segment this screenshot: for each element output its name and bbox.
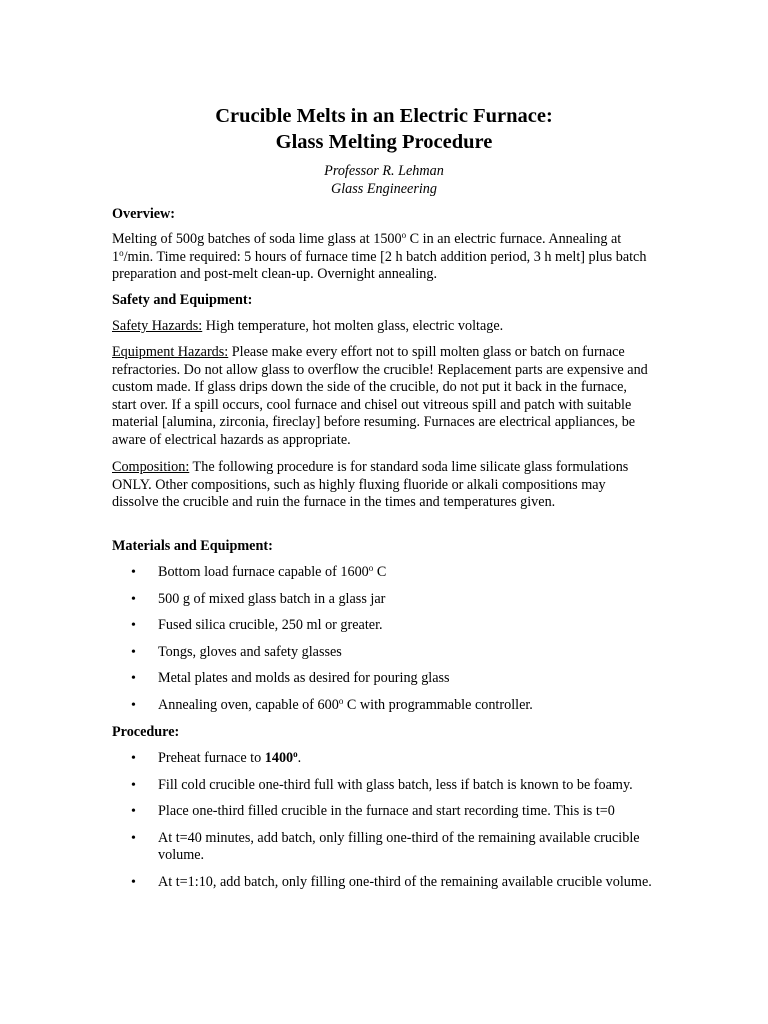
materials-item-1-degree: o [368,563,374,573]
materials-item-6-degree: o [338,695,344,706]
procedure-list [112,750,652,892]
procedure-step-5-text: At t=1:10, add batch, only filling one-third of the remaining available crucible volume. [158,873,652,890]
list-item [112,697,652,715]
composition-paragraph [112,459,652,512]
materials-item-2-text: 500 g of mixed glass batch in a glass jar [158,590,386,607]
bullet-icon: • [131,751,136,766]
bullet-icon: • [131,697,136,713]
list-item [112,803,652,821]
safety-hazards-label: Safety Hazards: [112,318,203,334]
overview-text-a: Melting of 500g batches of soda lime glass at 1500 [112,231,402,247]
bullet-icon: • [131,618,136,634]
procedure-step-4-text: At t=40 minutes, add batch, only filling one-third of the remaining available crucible volume. [158,829,640,864]
materials-item-1-text: Bottom load furnace capable of 1600 [158,564,369,580]
list-item [112,830,652,865]
procedure-step-3-text: Place one-third filled crucible in the furnace and start recording time. This is t=0 [158,803,615,820]
materials-item-1-unit: C [373,564,387,580]
document-title [112,103,656,155]
materials-item-4-text: Tongs, gloves and safety glasses [158,643,342,660]
overview-degree-2: o [119,247,124,258]
safety-heading: Safety and Equipment: [112,292,253,308]
safety-hazards-paragraph [112,318,652,336]
overview-degree-1: o [401,230,407,240]
list-item [112,874,652,892]
equipment-hazards-text: Please make every effort not to spill molten glass or batch on furnace refractories. Do not allow glass to overflow the crucible! Replacement parts are expensive and custom made. If glass drips down the side of the crucible, do not put it back in the furnace, start over. If a spill occurs, cool furnace and chisel out vitreous spill and patch with suitable material [alumina, zirconia, fireclay] before resuming. Furnaces are electrical appliances, be aware of electrical hazards as appropriate. [112,344,648,448]
bullet-icon: • [131,874,136,890]
procedure-step-1-temp: 1400 [264,750,294,766]
list-item [112,591,652,609]
materials-item-3-text: Fused silica crucible, 250 ml or greater. [158,617,383,634]
list-item [112,644,652,662]
bullet-icon: • [131,804,136,820]
list-item [112,750,652,768]
list-item [112,617,652,635]
materials-item-6-tail: C with programmable controller. [343,696,533,713]
safety-hazards-text: High temperature, hot molten glass, electric voltage. [202,318,504,334]
bullet-icon: • [131,565,136,580]
bullet-icon: • [131,671,136,687]
procedure-step-1-degree: o [293,749,298,759]
procedure-step-1-text: Preheat furnace to [158,750,265,766]
list-item [112,670,652,688]
title-line-1: Crucible Melts in an Electric Furnace: [215,105,553,127]
title-line-2: Glass Melting Procedure [275,131,493,153]
composition-label: Composition: [112,459,190,475]
procedure-step-1-tail: . [297,750,302,766]
bullet-icon: • [131,830,136,846]
materials-list [112,564,652,715]
materials-heading: Materials and Equipment: [112,538,273,554]
composition-text: The following procedure is for standard soda lime silicate glass formulations ONLY. Other compositions, such as highly fluxing fluoride or alkali compositions may dissolve the crucible and ruin the furnace in the times and temperatures given. [112,459,629,511]
author-name: Professor R. Lehman [324,163,444,179]
materials-item-6-text: Annealing oven, capable of 600 [158,696,339,713]
procedure-step-2-text: Fill cold crucible one-third full with glass batch, less if batch is known to be foamy. [158,776,633,793]
list-item [112,777,652,795]
overview-paragraph [112,231,652,284]
overview-text-b: C in an electric furnace. Annealing at 1 [112,231,622,265]
title-block [112,103,656,198]
equipment-hazards-paragraph [112,344,652,450]
overview-heading: Overview: [112,206,176,222]
materials-item-5-text: Metal plates and molds as desired for pouring glass [158,670,450,687]
equipment-hazards-label: Equipment Hazards: [112,344,229,360]
bullet-icon: • [131,777,136,793]
overview-text-c: /min. Time required: 5 hours of furnace time [2 h batch addition period, 3 h melt] plus batch preparation and post-melt clean-up. Overnight annealing. [112,248,647,283]
author-block [112,163,656,198]
list-item [112,564,652,582]
bullet-icon: • [131,591,136,607]
bullet-icon: • [131,644,136,660]
procedure-heading: Procedure: [112,724,180,740]
author-department: Glass Engineering [330,180,437,197]
